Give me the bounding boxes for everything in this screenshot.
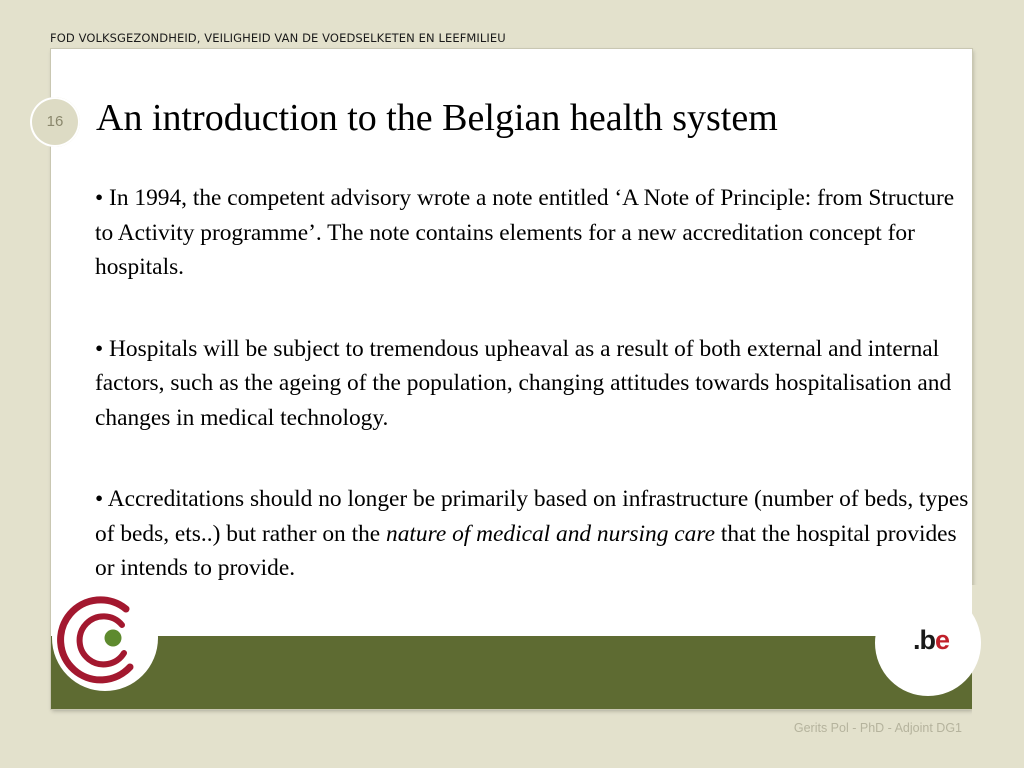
footer-author: Gerits Pol - PhD - Adjoint DG1 (793, 721, 962, 735)
be-logo-b: b (919, 625, 936, 655)
bullet-list (95, 181, 971, 633)
footer-band (51, 636, 972, 709)
bullet-item: • In 1994, the competent advisory wrote a note entitled ‘A Note of Principle: from Structure to Activity programme’. The note contains elements for a new accreditation concept for hospitals. (95, 185, 955, 280)
organization-header: FOD VOLKSGEZONDHEID, VEILIGHEID VAN DE VOEDSELKETEN EN LEEFMILIEU (50, 31, 506, 45)
slide-number-badge: 16 (30, 97, 80, 147)
logo-badge (52, 585, 158, 691)
bullet-text: that the hospital provides or intends to provide. (95, 520, 957, 581)
belgian-federal-logo-icon (52, 585, 158, 691)
slide-title: An introduction to the Belgian health system (96, 97, 778, 139)
be-logo-e: e (935, 625, 950, 655)
bullet-item: • Hospitals will be subject to tremendous upheaval as a result of both external and internal factors, such as the ageing of the population, changing attitudes towards hospitalisation and changes in medical technology. (95, 335, 952, 431)
bullet-text: • Accreditations should no longer be primarily based on infrastructure (number of beds, types of beds, ets..) but rather on the (95, 486, 969, 547)
bullet-item (95, 482, 971, 586)
bullet-emphasis: nature of medical and nursing care (386, 520, 715, 547)
be-logo (913, 625, 949, 656)
be-logo-dot: . (913, 625, 920, 655)
